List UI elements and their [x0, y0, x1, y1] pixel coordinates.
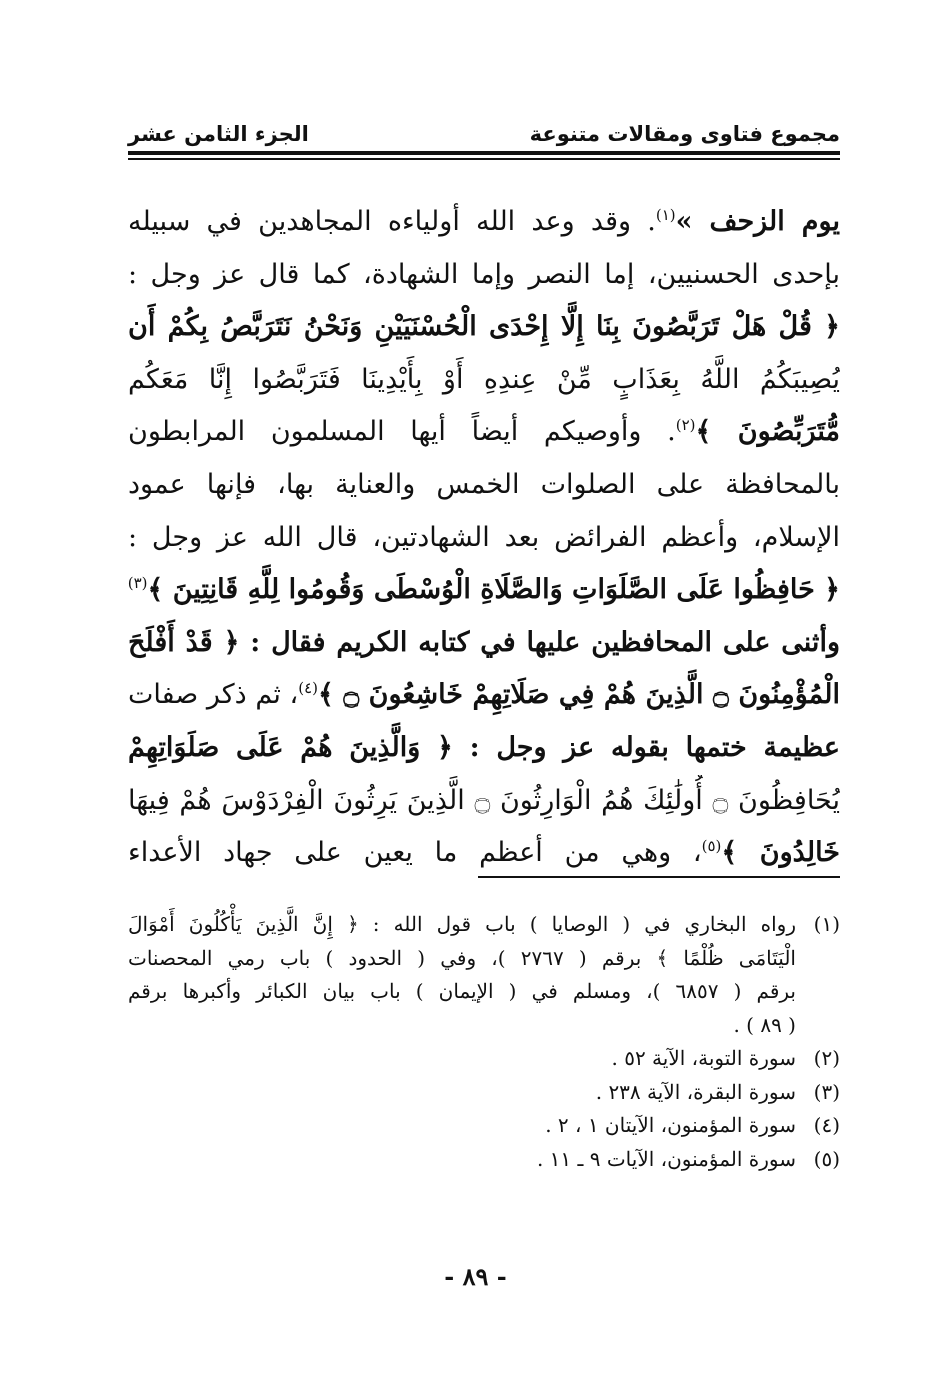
body-line: [128, 459, 840, 512]
footnote-text: [128, 1109, 796, 1143]
text-segment: عظيمة ختمها بقوله عز وجل : ﴿ وَالَّذِينَ هُمْ عَلَى صَلَوَاتِهِمْ: [128, 731, 840, 763]
body-line: [128, 564, 840, 617]
footnote: [128, 1143, 840, 1177]
footnote-ref: (١): [655, 206, 676, 224]
footnote-text: [128, 1042, 796, 1076]
body-line: [128, 249, 840, 302]
book-title: مجموع فتاوى ومقالات متنوعة: [529, 122, 840, 146]
text-segment: الْمُؤْمِنُونَ ۝ الَّذِينَ هُمْ فِي صَلَاتِهِمْ خَاشِعُونَ ۝ ﴾: [318, 679, 840, 711]
footnote-text: [128, 908, 796, 1042]
footnote-number: (٣): [813, 1079, 840, 1104]
footnote-number: (٢): [813, 1046, 840, 1070]
body-line: [128, 775, 840, 828]
text-segment: يُصِيبَكُمُ اللَّهُ بِعَذَابٍ مِّنْ عِندِهِ أَوْ بِأَيْدِينَا فَتَرَبَّصُوا إِنَّا مَعَكُم: [128, 363, 840, 395]
body-line: [128, 722, 840, 775]
text-segment: خَالِدُونَ ﴾: [721, 837, 840, 869]
footnote: [128, 1109, 840, 1143]
text-segment: الإسلام، وأعظم الفرائض بعد الشهادتين، قال الله عز وجل :: [128, 521, 840, 553]
body-line: [128, 196, 840, 249]
page-number: - ٨٩ -: [444, 1262, 507, 1291]
footnote-line: سورة البقرة، الآية ٢٣٨ .: [595, 1079, 796, 1104]
body-line: [128, 512, 840, 565]
text-segment: بالمحافظة على الصلوات الخمس والعناية بها، فإنها عمود: [128, 468, 840, 500]
body-line: [128, 406, 840, 459]
text-segment: ﴿ حَافِظُوا عَلَى الصَّلَوَاتِ وَالصَّلَاةِ الْوُسْطَى وَقُومُوا لِلَّهِ قَانِتِينَ ﴾: [147, 574, 840, 606]
body-line: [128, 617, 840, 670]
header-rule-thick: [128, 151, 840, 155]
footnote-ref: (٢): [675, 416, 696, 435]
footnote-line: ( ٨٩ ) .: [733, 1012, 796, 1037]
footnote: [128, 1042, 840, 1076]
footnote-number: (٥): [813, 1146, 840, 1171]
footnote-number: (١): [813, 912, 840, 936]
body-line: [128, 301, 840, 354]
footnote-line: الْيَتَامَى ظُلْمًا ﴾ برقم ( ٢٧٦٧ )، وفي ( الحدود ) باب رمي المحصنات: [128, 945, 796, 970]
footnote-ref: (٤): [298, 679, 319, 698]
footnote: [128, 908, 840, 1042]
footnote: [128, 1076, 840, 1110]
footnote-line: سورة التوبة، الآية ٥٢ .: [611, 1046, 796, 1070]
text-segment: ، وهي من أعظم ما يعين على جهاد الأعداء: [128, 837, 702, 869]
text-segment: ، ثم ذكر صفات: [128, 679, 299, 711]
body-line: [128, 354, 840, 407]
footnote-separator: [478, 876, 840, 878]
footnote-number: (٤): [813, 1113, 840, 1137]
header-rule-thin: [128, 158, 840, 160]
text-segment: ﴿ قُلْ هَلْ تَرَبَّصُونَ بِنَا إِلَّا إِحْدَى الْحُسْنَيَيْنِ وَنَحْنُ نَتَرَبَّصُ بِكُمْ أَن: [128, 311, 840, 343]
text-segment: يوم الزحف »: [675, 206, 840, 237]
running-header: [128, 112, 840, 146]
text-segment: وأثنى على المحافظين عليها في كتابه الكريم فقال : ﴿ قَدْ أَفْلَحَ: [128, 626, 840, 658]
body-text: [128, 196, 840, 880]
body-line: [128, 669, 840, 722]
footnotes: [128, 908, 840, 1176]
text-segment: . وأوصيكم أيضاً أيها المسلمون المرابطون: [128, 416, 676, 448]
footnote-text: [128, 1143, 796, 1177]
footnote-line: برقم ( ٦٨٥٧ )، ومسلم في ( الإيمان ) باب بيان الكبائر وأكبرها برقم: [128, 979, 796, 1003]
volume-title: الجزء الثامن عشر: [128, 122, 309, 146]
footnote-ref: (٥): [701, 837, 722, 856]
footnote-ref: (٣): [128, 574, 148, 593]
text-segment: مُّتَرَبِّصُونَ ﴾: [695, 416, 840, 448]
body-line: [128, 827, 840, 880]
text-segment: بإحدى الحسنيين، إما النصر وإما الشهادة، كما قال عز وجل :: [128, 258, 840, 290]
text-segment: . وقد وعد الله أولياءه المجاهدين في سبيله: [128, 206, 656, 237]
footnote-line: رواه البخاري في ( الوصايا ) باب قول الله : ﴿ إِنَّ الَّذِينَ يَأْكُلُونَ أَمْوَالَ: [128, 912, 796, 936]
footnote-line: سورة المؤمنون، الآيتان ١ ، ٢ .: [545, 1113, 796, 1137]
footnote-line: سورة المؤمنون، الآيات ٩ ـ ١١ .: [536, 1146, 796, 1171]
footnote-text: [128, 1076, 796, 1110]
text-segment: يُحَافِظُونَ ۝ أُولَٰئِكَ هُمُ الْوَارِثُونَ ۝ الَّذِينَ يَرِثُونَ الْفِرْدَوْسَ هُمْ فِيهَا: [128, 784, 840, 816]
